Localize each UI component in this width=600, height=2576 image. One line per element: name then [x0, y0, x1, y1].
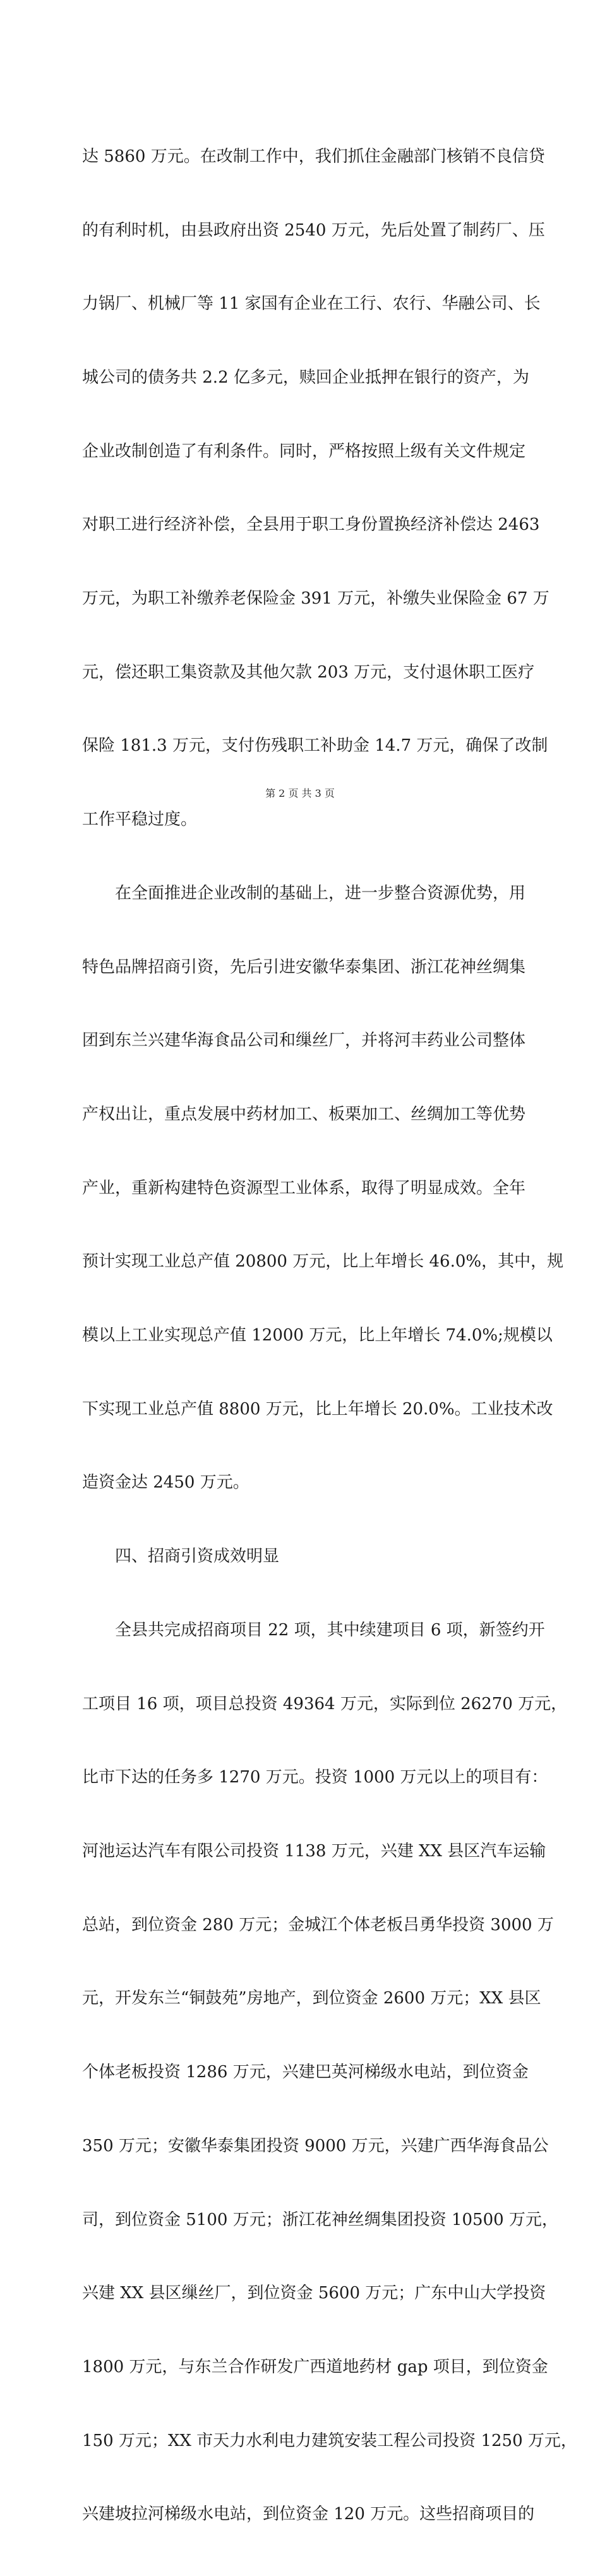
text-line: 造资金达 2450 万元。	[82, 1473, 249, 1493]
text-line: 万元，为职工补缴养老保险金 391 万元，补缴失业保险金 67 万	[82, 589, 549, 609]
text-line: 预计实现工业总产值 20800 万元，比上年增长 46.0%，其中，规	[82, 1252, 564, 1272]
text-line: 工项目 16 项，项目总投资 49364 万元，实际到位 26270 万元，	[82, 1694, 568, 1714]
text-line: 达 5860 万元。在改制工作中，我们抓住金融部门核销不良信贷	[82, 146, 545, 166]
text-line: 模以上工业实现总产值 12000 万元，比上年增长 74.0%;规模以	[82, 1326, 553, 1345]
text-line: 在全面推进企业改制的基础上，进一步整合资源优势，用	[82, 883, 526, 903]
page-number-footer: 第 2 页 共 3 页	[265, 787, 335, 799]
text-line: 力锅厂、机械厂等 11 家国有企业在工行、农行、华融公司、长	[82, 294, 541, 314]
text-line: 比市下达的任务多 1270 万元。投资 1000 万元以上的项目有：	[82, 1768, 548, 1787]
text-line: 总站，到位资金 280 万元；金城江个体老板吕勇华投资 3000 万	[82, 1915, 554, 1935]
text-line: 元，偿还职工集资款及其他欠款 203 万元，支付退休职工医疗	[82, 662, 535, 682]
text-block	[82, 95, 577, 2576]
text-line: 团到东兰兴建华海食品公司和缫丝厂，并将河丰药业公司整体	[82, 1031, 526, 1051]
text-line: 工作平稳过度。	[82, 810, 198, 830]
text-line: 兴建坡拉河梯级水电站，到位资金 120 万元。这些招商项目的	[82, 2505, 535, 2524]
section-heading: 四、招商引资成效明显	[82, 1547, 280, 1566]
text-line: 个体老板投资 1286 万元，兴建巴英河梯级水电站，到位资金	[82, 2063, 529, 2082]
text-line: 的有利时机，由县政府出资 2540 万元，先后处置了制药厂、压	[82, 220, 545, 240]
body-text	[82, 95, 577, 2576]
text-line: 350 万元；安徽华泰集团投资 9000 万元，兴建广西华海食品公	[82, 2136, 549, 2156]
text-line: 河池运达汽车有限公司投资 1138 万元，兴建 XX 县区汽车运输	[82, 1841, 546, 1861]
text-line: 对职工进行经济补偿，全县用于职工身份置换经济补偿达 2463	[82, 515, 540, 535]
text-line: 产业，重新构建特色资源型工业体系，取得了明显成效。全年	[82, 1178, 526, 1198]
text-line: 司，到位资金 5100 万元；浙江花神丝绸集团投资 10500 万元，	[82, 2210, 558, 2229]
text-line: 元，开发东兰“铜鼓苑”房地产，到位资金 2600 万元；XX 县区	[82, 1989, 541, 2008]
text-line: 下实现工业总产值 8800 万元，比上年增长 20.0%。工业技术改	[82, 1399, 553, 1419]
text-line: 保险 181.3 万元，支付伤残职工补助金 14.7 万元，确保了改制	[82, 736, 548, 756]
text-line: 产权出让，重点发展中药材加工、板栗加工、丝绸加工等优势	[82, 1104, 526, 1124]
text-line: 特色品牌招商引资，先后引进安徽华泰集团、浙江花神丝绸集	[82, 957, 526, 977]
text-line: 城公司的债务共 2.2 亿多元，赎回企业抵押在银行的资产，为	[82, 367, 529, 387]
text-line: 1800 万元，与东兰合作研发广西道地药材 gap 项目，到位资金	[82, 2357, 548, 2376]
text-line: 全县共完成招商项目 22 项，其中续建项目 6 项，新签约开	[82, 1620, 545, 1640]
text-line: 150 万元；XX 市天力水利电力建筑安装工程公司投资 1250 万元，	[82, 2431, 577, 2450]
text-line: 企业改制创造了有利条件。同时，严格按照上级有关文件规定	[82, 441, 526, 461]
text-line: 兴建 XX 县区缫丝厂，到位资金 5600 万元；广东中山大学投资	[82, 2284, 546, 2303]
